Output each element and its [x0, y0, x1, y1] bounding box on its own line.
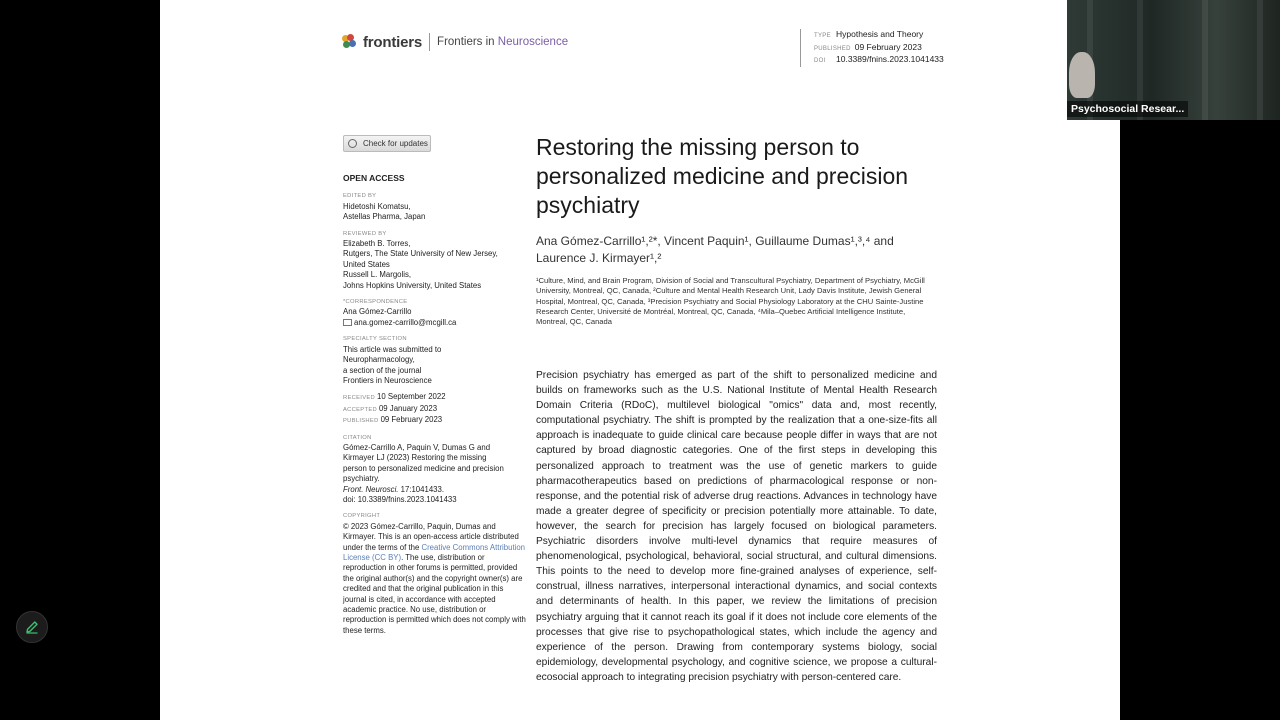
- correspondence: Ana Gómez-Carrillo ana.gomez-carrillo@mcgill.ca: [343, 307, 457, 327]
- annotate-button[interactable]: [16, 611, 48, 643]
- pencil-icon: [24, 619, 40, 635]
- article-affiliations: ¹Culture, Mind, and Brain Program, Division of Social and Transcultural Psychiatry, Department of Psychiatry, McGill University, Montreal, QC, Canada, ²Culture and Mental Health Research Unit, Lady Davis Institute, Jewish General Hospital, Montreal, QC, Canada, ³Precision Psychiatry and Social Physiology Laboratory at the CHU Sainte-Justine Research Center, Université de Montréal, Montreal, QC, Canada, ⁴Mila–Quebec Artificial Intelligence Institute, Montreal, QC, Canada: [536, 276, 925, 327]
- participant-video-tile[interactable]: [1067, 0, 1280, 120]
- published-date: 09 February 2023: [854, 41, 922, 52]
- article-title: Restoring the missing person to personalized medicine and precision psychiatry: [536, 134, 909, 218]
- participant-avatar: [1069, 52, 1095, 98]
- edited-by-label: EDITED BY: [343, 193, 377, 200]
- article-authors: Ana Gómez-Carrillo¹,²*, Vincent Paquin¹, Guillaume Dumas¹,³,⁴ and Laurence J. Kirmayer¹,²: [536, 234, 894, 265]
- journal-title: Frontiers in Neuroscience: [437, 36, 569, 48]
- refresh-icon: [348, 139, 357, 148]
- logo-text: frontiers: [363, 33, 423, 51]
- article-sidebar: [343, 173, 528, 636]
- editor: Hidetoshi Komatsu, Astellas Pharma, Japan: [343, 201, 426, 222]
- dates: RECEIVED 10 September 2022 ACCEPTED 09 January 2023 PUBLISHED 09 February 2023: [343, 392, 446, 425]
- reviewed-by-label: REVIEWED BY: [343, 230, 387, 237]
- envelope-icon: [343, 319, 352, 326]
- article-meta: TYPE Hypothesis and Theory PUBLISHED 09 February 2023 DOI 10.3389/fnins.2023.1041433: [800, 29, 944, 67]
- logo-divider: [429, 33, 430, 51]
- participant-name: Psychosocial Resear...: [1067, 101, 1188, 117]
- copyright: © 2023 Gómez-Carrillo, Paquin, Dumas and Kirmayer. This is an open-access article distributed under the terms of the Creative Commons Attribution License (CC BY). The use, distribution or reproduction in other forums is permitted, provided the original author(s) and the copyright owner(s) are credited and that the original publication in this journal is cited, in accordance with accepted academic practice. No use, distribution or reproduction is permitted which does not comply with these terms.: [343, 521, 526, 635]
- open-access-heading: OPEN ACCESS: [343, 173, 405, 183]
- copyright-label: COPYRIGHT: [343, 513, 381, 520]
- cc-by-link[interactable]: Creative Commons Attribution License (CC BY): [343, 542, 526, 562]
- check-for-updates-label: Check for updates: [363, 139, 428, 148]
- specialty-section: This article was submitted to Neuropharmacology, a section of the journal Frontiers in Neuroscience: [343, 344, 442, 385]
- article-abstract: Precision psychiatry has emerged as part of the shift to personalized medicine and builds on frameworks such as the U.S. National Institute of Mental Health Research Domain Criteria (RDoC), multilevel biological "omics" data and, most recently, computational psychiatry. The shift is prompted by the realization that a one-size-fits all approach is inadequate to guide clinical care because people differ in ways that are not captured by broad diagnostic categories. One of the first steps in developing this personalized approach to treatment was the use of genetic markers to guide pharmacotherapeutics based on predictions of pharmacological response or non-response, and the potential risk of adverse drug reactions. Advances in technology have made a greater degree of specificity or precision potentially more attainable. To date, however, the search for precision has largely focused on biological parameters. Psychiatric disorders involve multi-level dynamics that require measures of phenomenological, psychological, behavioral, social structural, and cultural dimensions. This points to the need to develop more fine-grained analyses of experience, self-construal, illness narratives, interpersonal interactional dynamics, and social contexts and determinants of health. In this paper, we review the limitations of precision psychiatry arguing that it cannot reach its goal if it does not include core elements of the processes that give rise to psychopathological states, which include the agency and experience of the person. Drawing from contemporary systems biology, social epidemiology, developmental psychology, and cognitive science, we propose a cultural-ecosocial approach to integrating precision psychiatry with person-centered care.: [536, 370, 937, 683]
- reviewers: Elizabeth B. Torres, Rutgers, The State University of New Jersey, United States Russell L. Margolis, Johns Hopkins University, United States: [343, 239, 498, 290]
- citation: Gómez-Carrillo A, Paquin V, Dumas G and Kirmayer LJ (2023) Restoring the missing person to personalized medicine and precision psychiatry. Front. Neurosci. 17:1041433. doi: 10.3389/fnins.2023.1041433: [343, 442, 504, 504]
- check-for-updates-button[interactable]: [343, 135, 431, 152]
- specialty-label: SPECIALTY SECTION: [343, 336, 407, 343]
- doi: 10.3389/fnins.2023.1041433: [836, 54, 944, 64]
- frontiers-logo-icon: [342, 34, 358, 50]
- article-type: Hypothesis and Theory: [836, 29, 924, 39]
- citation-label: CITATION: [343, 434, 372, 441]
- correspondence-email[interactable]: ana.gomez-carrillo@mcgill.ca: [354, 317, 457, 327]
- frontiers-logo: [342, 31, 568, 53]
- correspondence-label: *CORRESPONDENCE: [343, 299, 408, 306]
